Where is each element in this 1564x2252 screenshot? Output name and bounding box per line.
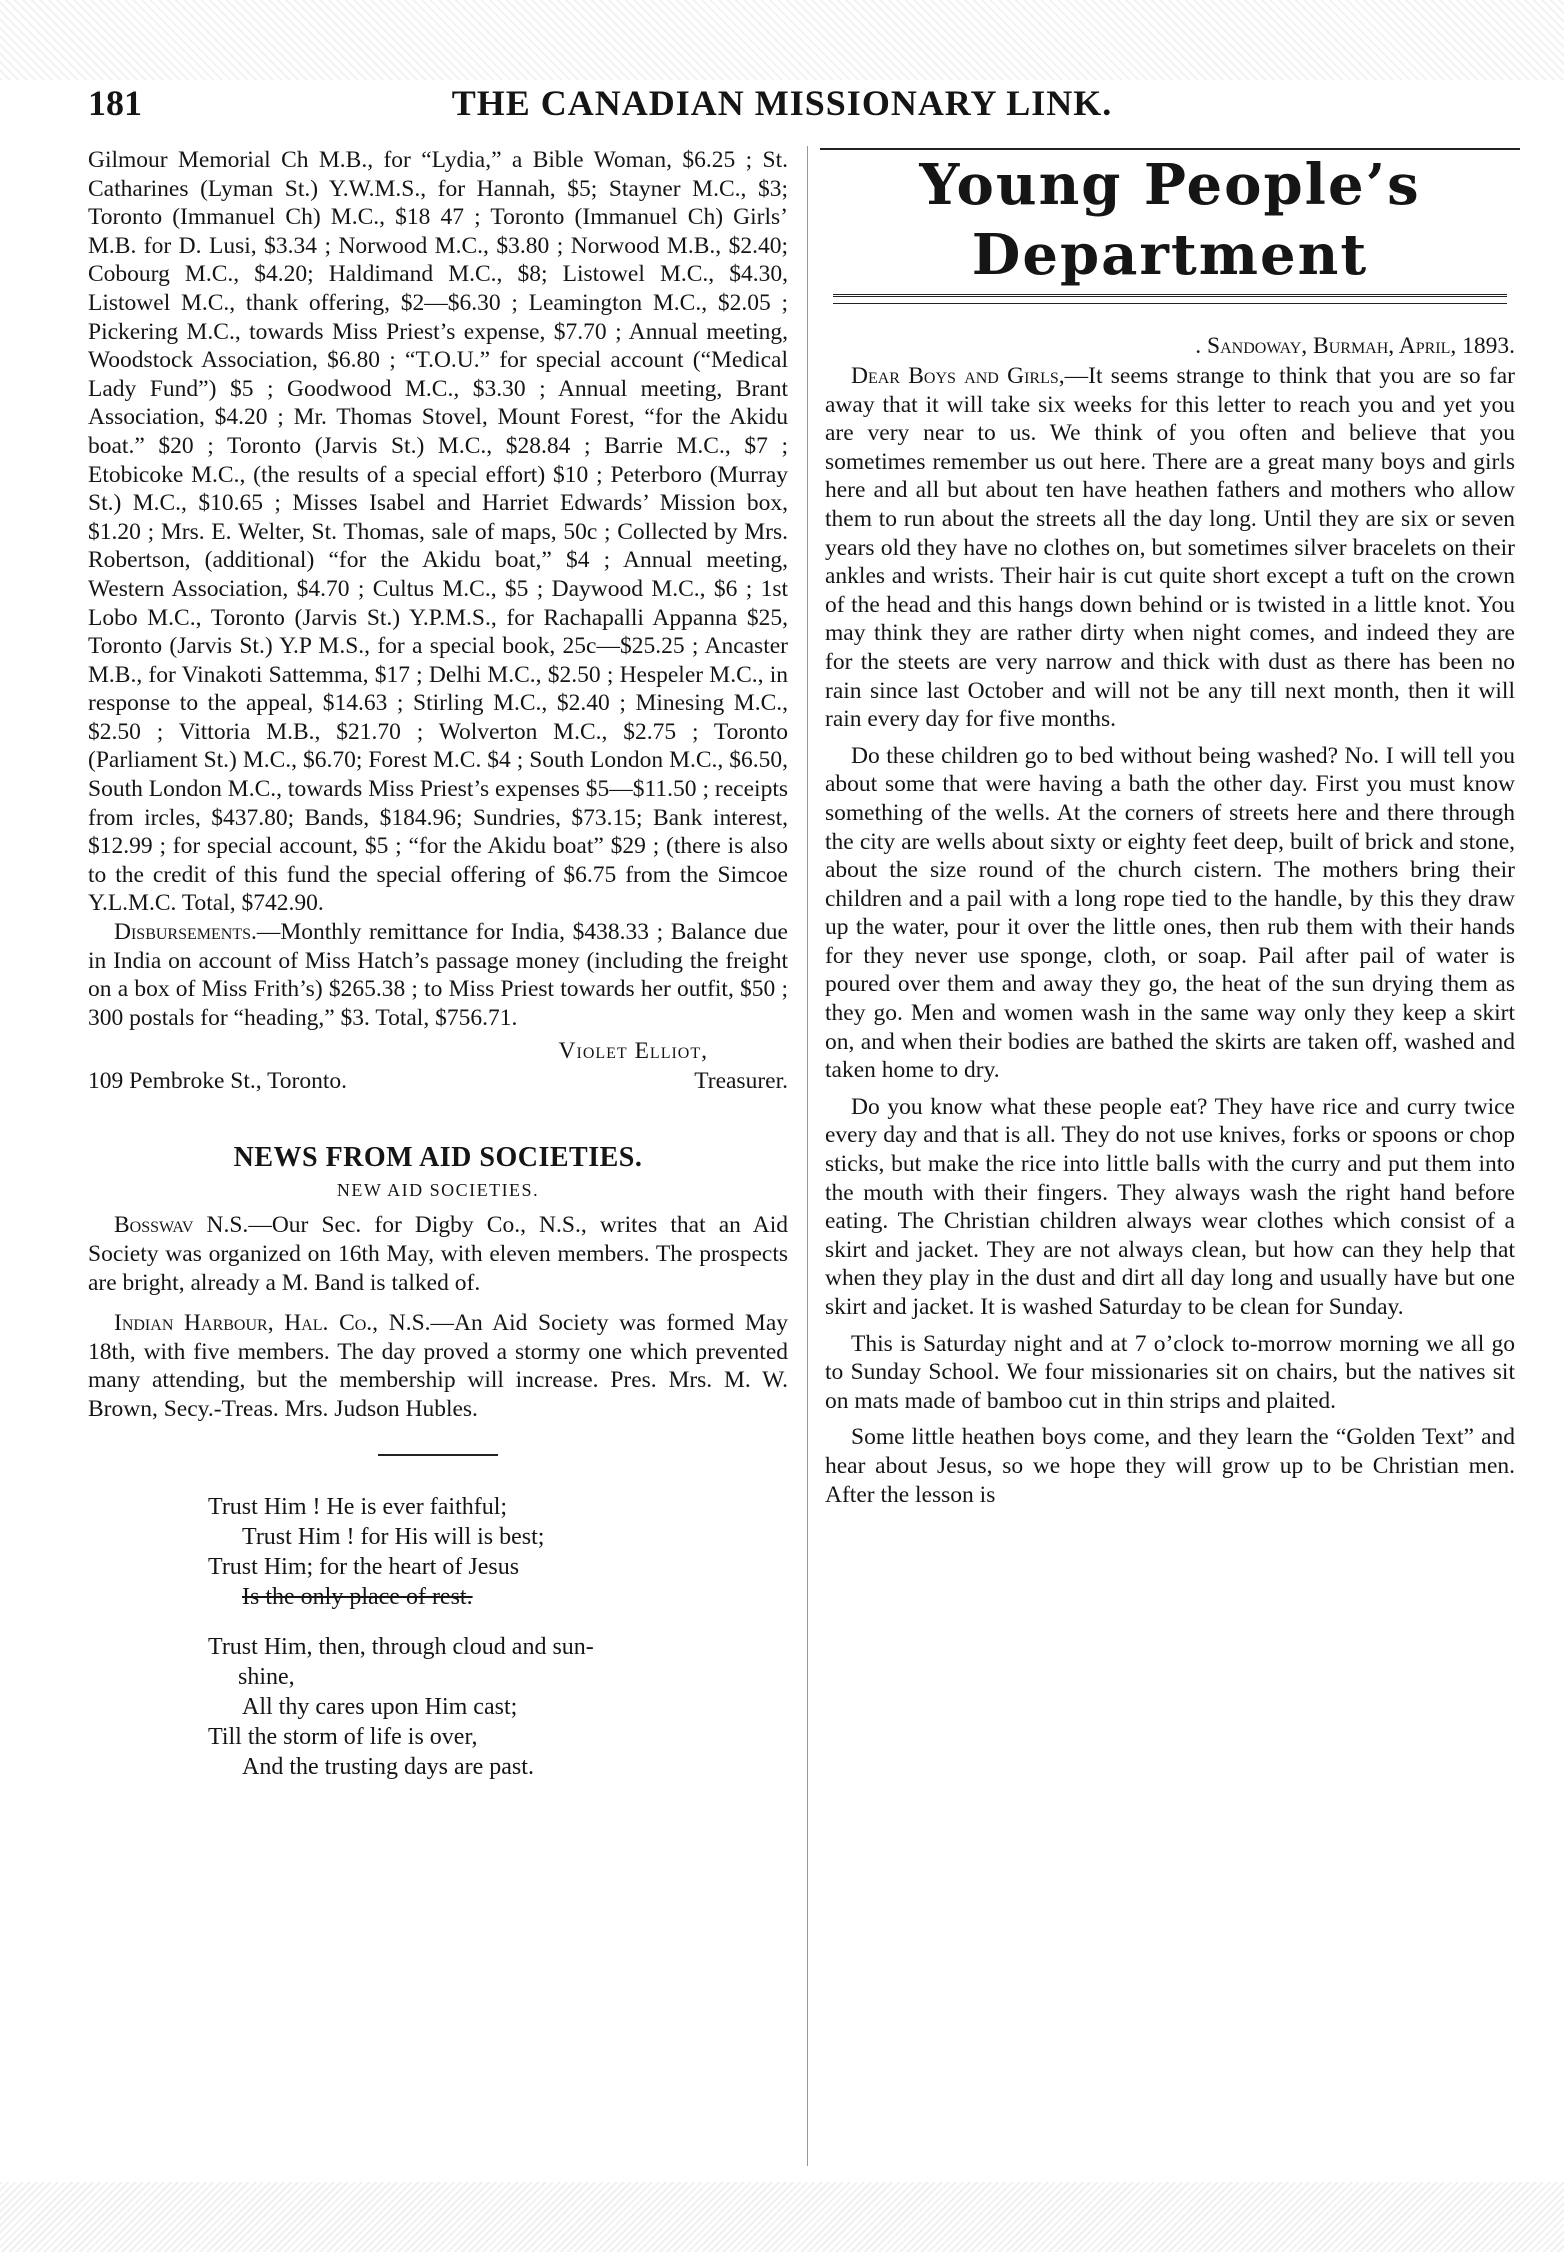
letter-paragraph-5: Some little heathen boys come, and they learn the “Golden Text” and hear about Jesus, so we hope they will grow up to be Christian men. After the lesson is (825, 1424, 1515, 1508)
poem-line: Trust Him, then, through cloud and sun- (208, 1633, 594, 1660)
poem (208, 1492, 788, 1782)
page-header (0, 82, 1564, 142)
scan-noise-bottom (0, 2182, 1564, 2252)
treasurer-title: Treasurer. (694, 1068, 788, 1095)
poem-line: shine, (238, 1663, 295, 1690)
treasurer-address-row (88, 1066, 788, 1096)
letter-paragraph-3: Do you know what these people eat? They have rice and curry twice every day and that is all. They do not use knives, forks or spoons or chop sticks, but make the rice into little balls with the curry and put them into the mouth with their fingers. They always wash the right hand before eating. The Christian children always wear clothes which consist of a skirt and jacket. They are not always clean, but how can they help that when they play in the dust and dirt all day long and usually have but one skirt and jacket. It is washed Saturday to be clean for Sunday. (825, 1093, 1515, 1320)
department-title: Young People’s Department (919, 152, 1421, 288)
letter-salutation: Dear Boys and Girls, (851, 363, 1065, 389)
section-divider-rule (378, 1454, 498, 1456)
treasurer-name: Violet Elliot, (558, 1038, 708, 1065)
disbursements-paragraph (88, 918, 788, 1032)
poem-line: Trust Him ! for His will is best; (242, 1523, 545, 1550)
right-column (825, 146, 1515, 1517)
letter-paragraph-2: Do these children go to bed without being washed? No. I will tell you about some that were having a bath the other day. First you must know something of the wells. At the corners of streets here and there through the city are wells about sixty or eighty feet deep, built of brick and stone, about the size round of the church cistern. The mothers bring their children and a pail with a long rope tied to the handle, by this they draw up the water, pour it over the little ones, then rub them with their hands for they never use sponge, cloth, or soap. Pail after pail of water is poured over them and away they go, the heat of the sun drying them as they go. Men and women wash in the same way only they keep a skirt on, and when their bodies are bathed the skirts are taken off, washed and taken home to dry. (825, 742, 1515, 1084)
poem-stanza-1 (208, 1492, 788, 1612)
department-title-rule (833, 294, 1507, 304)
poem-line: Is the only place of rest. (242, 1583, 473, 1610)
scan-noise-top (0, 0, 1564, 80)
publication-title: THE CANADIAN MISSIONARY LINK. (451, 83, 1113, 123)
poem-stanza-2 (208, 1632, 788, 1782)
poem-line: Trust Him ! He is ever faithful; (208, 1493, 508, 1520)
news-item-text: —An Aid Society was formed May 18th, with five members. The day proved a stormy one which prevented many attending, but the membership will increase. Pres. Mrs. M. W. Brown, Secy.-Treas. Mrs. Judson Hubles. (88, 1310, 788, 1422)
news-item-text: —Our Sec. for Digby Co., N.S., writes that an Aid Society was organized on 16th May, with eleven members. The prospects are bright, already a M. Band is talked of. (88, 1212, 788, 1296)
letter-dateline: . Sandoway, Burmah, April, 1893. (1195, 333, 1515, 359)
treasurer-address: 109 Pembroke St., Toronto. (88, 1068, 348, 1095)
news-item-indian-harbour (88, 1309, 788, 1423)
letter-paragraph-4: This is Saturday night and at 7 o’clock to-morrow morning we all go to Sunday School. We four missionaries sit on chairs, but the natives sit on mats made of bamboo cut in thin strips and plaited. (825, 1330, 1515, 1414)
poem-line: Trust Him; for the heart of Jesus (208, 1553, 520, 1580)
disbursements-label: Disbursements. (114, 919, 257, 946)
letter-paragraph-1 (825, 362, 1515, 734)
disbursements-text: —Monthly remittance for India, $438.33 ; Balance due in India on account of Miss Hatch’s passage money (including the freight on a box of Miss Frith’s) $265.38 ; to Miss Priest towards her outfit, $50 ; 300 postals for “heading,” $3. Total, $756.71. (88, 919, 788, 1031)
letter-text: —It seems strange to think that you are so far away that it will take six weeks for this letter to reach you and yet you are very near to us. We think of you often and believe that you sometimes remember us out here. There are a great many boys and girls here and all but about ten have heathen fathers and mothers who allow them to run about the streets all the day long. Until they are six or seven years old they have no clothes on, but sometimes silver bracelets on their ankles and wrists. Their hair is cut quite short except a tuft on the crown of the head and this hangs down behind or is twisted in a little knot. You may think they are rather dirty when night comes, and indeed they are for the steets are very narrow and thick with dust as there has been no rain since last October and will not be any till next month, then it will rain every day for five months. (825, 363, 1515, 733)
page-number: 181 (88, 83, 142, 123)
receipts-paragraph: Gilmour Memorial Ch M.B., for “Lydia,” a Bible Woman, $6.25 ; St. Catharines (Lyman St.) Y.W.M.S., for Hannah, $5; Stayner M.C., $3; Toronto (Immanuel Ch) M.C., $18 47 ; Toronto (Immanuel Ch) Girls’ M.B. for D. Lusi, $3.34 ; Norwood M.C., $3.80 ; Norwood M.B., $2.40; Cobourg M.C., $4.20; Haldimand M.C., $8; Listowel M.C., $4.30, Listowel M.C., thank offering, $2—$6.30 ; Leamington M.C., $2.05 ; Pickering M.C., towards Miss Priest’s expense, $7.70 ; Annual meeting, Woodstock Association, $6.80 ; “T.O.U.” for special account (“Medical Lady Fund”) $5 ; Goodwood M.C., $3.30 ; Annual meeting, Brant Association, $4.20 ; Mr. Thomas Stovel, Mount Forest, “for the Akidu boat.” $20 ; Toronto (Jarvis St.) M.C., $28.84 ; Barrie M.C., $7 ; Etobicoke M.C., (the results of a special effort) $10 ; Peterboro (Murray St.) M.C., $10.65 ; Misses Isabel and Harriet Edwards’ Mission box, $1.20 ; Mrs. E. Welter, St. Thomas, sale of maps, 50c ; Collected by Mrs. Robertson, (additional) “for the Akidu boat,” $4 ; Annual meeting, Western Association, $4.70 ; Cultus M.C., $5 ; Daywood M.C., $6 ; 1st Lobo M.C., Toronto (Jarvis St.) Y.P.M.S., for Rachapalli Appanna $25, Toronto (Jarvis St.) Y.P M.S., for a special book, 25c—$25.25 ; Ancaster M.B., for Vinakoti Sattemma, $17 ; Delhi M.C., $2.50 ; Hespeler M.C., in response to the appeal, $14.63 ; Stirling M.C., $2.40 ; Minesing M.C., $2.50 ; Vittoria M.B., $21.70 ; Wolverton M.C., $2.75 ; Toronto (Parliament St.) M.C., $6.70; Forest M.C. $4 ; South London M.C., $6.50, South London M.C., towards Miss Priest’s expenses $5—$11.50 ; receipts from ircles, $437.80; Bands, $184.96; Sundries, $73.15; Bank interest, $12.99 ; for special account, $5 ; “for the Akidu boat” $29 ; (there is also to the credit of this fund the special offering of $6.75 from the Simcoe Y.L.M.C. Total, $742.90. (88, 147, 788, 917)
news-item-place: Bosswav N.S. (114, 1212, 249, 1239)
news-section-subtitle: NEW AID SOCIETIES. (336, 1180, 540, 1201)
news-item-place: Indian Harbour, Hal. Co., N.S. (114, 1310, 431, 1337)
left-column (88, 146, 788, 1802)
column-divider (807, 146, 809, 2166)
news-section-title: NEWS FROM AID SOCIETIES. (233, 1142, 643, 1174)
poem-line: All thy cares upon Him cast; (242, 1693, 518, 1720)
poem-line: Till the storm of life is over, (208, 1723, 478, 1750)
news-item-bosswav (88, 1211, 788, 1297)
poem-line: And the trusting days are past. (242, 1753, 534, 1780)
